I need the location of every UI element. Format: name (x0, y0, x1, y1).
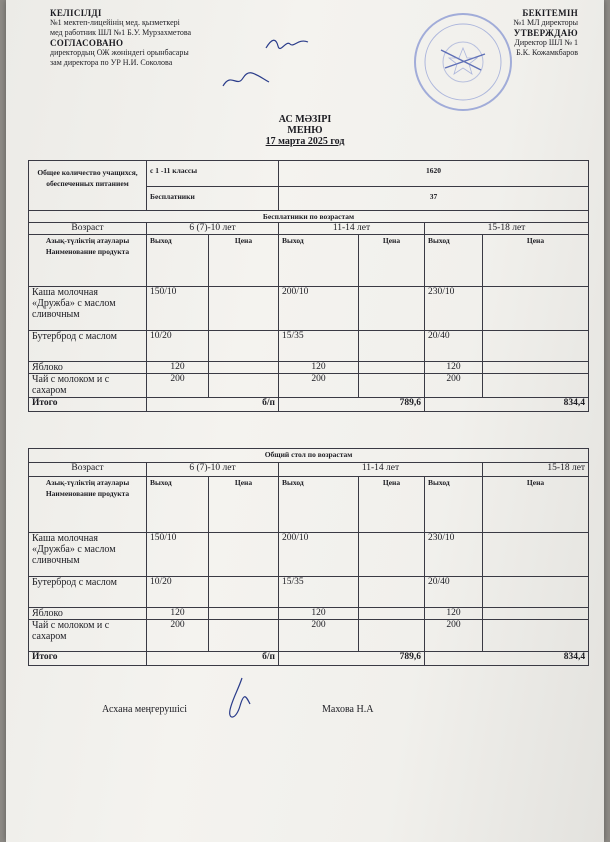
agreed-ru: СОГЛАСОВАНО (50, 38, 124, 48)
table-row (29, 362, 589, 374)
output-value: 200 (425, 620, 483, 652)
output-value: 20/40 (425, 577, 483, 608)
director-kz: №1 МЛ директоры (513, 18, 578, 27)
col-output-3: Выход (425, 477, 483, 533)
canteen-head-role: Асхана меңгерушісі (102, 704, 187, 715)
age-group-3: 15-18 лет (483, 463, 589, 477)
col-output-3: Выход (425, 235, 483, 287)
product-name: Каша молочная «Дружба» с маслом сливочным (29, 287, 147, 331)
output-value: 150/10 (147, 533, 209, 577)
info-row-classes (29, 161, 589, 187)
col-price-2: Цена (359, 477, 425, 533)
col-output-2: Выход (279, 477, 359, 533)
age-label: Возраст (29, 223, 147, 235)
product-name: Чай с молоком и с сахаром (29, 374, 147, 398)
section-title: Бесплатники по возрастам (29, 211, 589, 223)
product-name: Яблоко (29, 608, 147, 620)
total-label: Итого (29, 652, 147, 666)
section-title-row (29, 211, 589, 223)
table-row (29, 577, 589, 608)
col-price-2: Цена (359, 235, 425, 287)
total-value-1: б/п (147, 652, 279, 666)
canteen-head-name: Махова Н.А (322, 704, 374, 715)
output-value: 230/10 (425, 533, 483, 577)
output-value: 200 (147, 374, 209, 398)
output-value: 20/40 (425, 331, 483, 362)
title-kz: АС МӘЗІРІ (278, 114, 332, 125)
output-value: 120 (279, 362, 359, 374)
output-value: 10/20 (147, 577, 209, 608)
output-value: 200/10 (279, 533, 359, 577)
output-value: 120 (425, 608, 483, 620)
classes-value: 1620 (279, 161, 589, 187)
product-name: Каша молочная «Дружба» с маслом сливочным (29, 533, 147, 577)
age-row (29, 223, 589, 235)
column-header-row (29, 477, 589, 533)
output-value: 120 (279, 608, 359, 620)
title-ru: МЕНЮ (287, 125, 323, 136)
age-group-2: 11-14 лет (279, 223, 425, 235)
table-row (29, 533, 589, 577)
product-label: Азық-түліктің атаулары Наименование продукта (29, 477, 147, 533)
table-row (29, 331, 589, 362)
agreed-kz: КЕЛІСІЛДІ (50, 8, 102, 18)
output-value: 200 (147, 620, 209, 652)
approve-ru: УТВЕРЖДАЮ (513, 28, 578, 38)
output-value: 150/10 (147, 287, 209, 331)
classes-label: с 1 -11 классы (147, 161, 279, 187)
product-name: Бутерброд с маслом (29, 577, 147, 608)
document-sheet (6, 0, 604, 842)
deputy-kz: директордың ОЖ жөніндегі орынбасары (50, 48, 189, 57)
header-right (513, 8, 578, 58)
column-header-row (29, 235, 589, 287)
total-value-2: 789,6 (279, 652, 425, 666)
output-value: 230/10 (425, 287, 483, 331)
director-ru: Директор ШЛ № 1 (514, 38, 578, 47)
table-row (29, 287, 589, 331)
students-count-label: Общее количество учащихся, обеспеченных питанием (29, 161, 147, 211)
school-seal-icon (411, 10, 515, 114)
age-group-2: 11-14 лет (279, 463, 483, 477)
canteen-head-signature (224, 676, 254, 724)
total-row (29, 398, 589, 412)
age-group-1: 6 (7)-10 лет (147, 223, 279, 235)
col-price-1: Цена (209, 477, 279, 533)
deputy-signature (221, 70, 271, 90)
document-title (6, 114, 604, 147)
output-value: 200 (279, 620, 359, 652)
product-name: Чай с молоком и с сахаром (29, 620, 147, 652)
table-row (29, 374, 589, 398)
output-value: 120 (147, 608, 209, 620)
col-price-1: Цена (209, 235, 279, 287)
age-group-3: 15-18 лет (425, 223, 589, 235)
free-value: 37 (279, 187, 589, 211)
total-value-2: 789,6 (279, 398, 425, 412)
output-value: 200/10 (279, 287, 359, 331)
total-value-3: 834,4 (425, 652, 589, 666)
col-output-1: Выход (147, 477, 209, 533)
approve-kz: БЕКІТЕМІН (522, 8, 578, 18)
table-row (29, 608, 589, 620)
output-value: 10/20 (147, 331, 209, 362)
director-name: Б.К. Кожамкбаров (516, 48, 578, 57)
col-price-3: Цена (483, 235, 589, 287)
total-row (29, 652, 589, 666)
section-title-row (29, 449, 589, 463)
total-value-3: 834,4 (425, 398, 589, 412)
output-value: 120 (147, 362, 209, 374)
total-label: Итого (29, 398, 147, 412)
output-value: 200 (425, 374, 483, 398)
product-name: Яблоко (29, 362, 147, 374)
output-value: 120 (425, 362, 483, 374)
total-value-1: б/п (147, 398, 279, 412)
output-value: 15/35 (279, 331, 359, 362)
title-date: 17 марта 2025 год (265, 136, 345, 147)
section-title: Общий стол по возрастам (29, 449, 589, 463)
age-group-1: 6 (7)-10 лет (147, 463, 279, 477)
col-price-3: Цена (483, 477, 589, 533)
header-left (50, 8, 191, 68)
free-meals-table (28, 160, 589, 412)
age-row (29, 463, 589, 477)
medic-name: мед работник ШЛ №1 Б.У. Мурзахметова (50, 28, 192, 37)
general-meals-table (28, 448, 589, 666)
medic-signature (264, 34, 310, 52)
deputy-name: зам директора по УР Н.И. Соколова (50, 58, 173, 67)
age-label: Возраст (29, 463, 147, 477)
output-value: 200 (279, 374, 359, 398)
product-name: Бутерброд с маслом (29, 331, 147, 362)
free-label: Бесплатники (147, 187, 279, 211)
col-output-1: Выход (147, 235, 209, 287)
table-row (29, 620, 589, 652)
medic-school-kz: №1 мектеп-лицейінің мед. қызметкері (50, 18, 180, 27)
output-value: 15/35 (279, 577, 359, 608)
product-label: Азық-түліктің атаулары Наименование продукта (29, 235, 147, 287)
col-output-2: Выход (279, 235, 359, 287)
